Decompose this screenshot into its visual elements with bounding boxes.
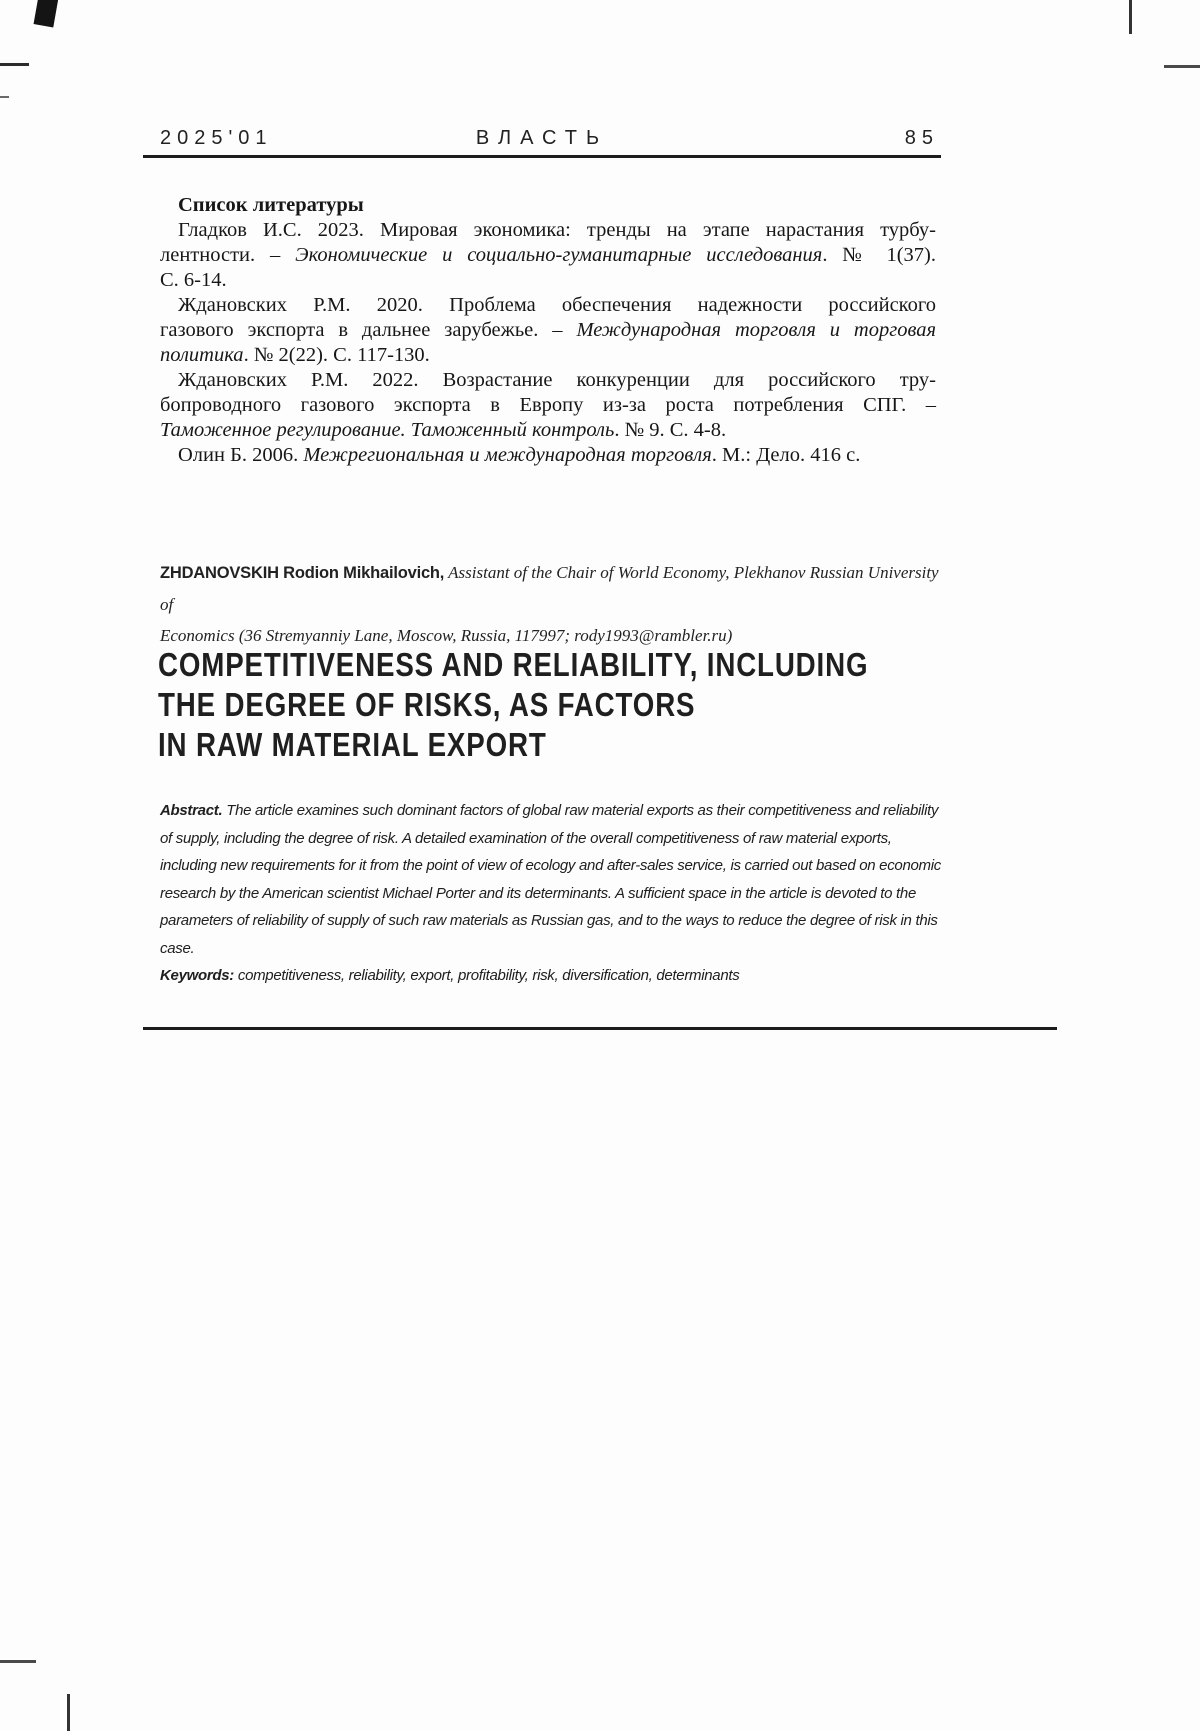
scan-artifact-top-right-line	[1129, 0, 1132, 34]
author-line	[160, 557, 952, 620]
scan-artifact-bottom-left-line	[67, 1694, 70, 1731]
references-heading: Список литературы	[178, 194, 364, 216]
reference-line	[160, 343, 936, 368]
reference-line	[160, 243, 936, 268]
reference-text: лентности. –	[160, 244, 296, 266]
header-page-number: 85	[904, 127, 939, 149]
reference-line	[160, 293, 936, 318]
abstract-label: Abstract.	[160, 802, 223, 819]
reference-text: . М.: Дело. 416 с.	[711, 444, 861, 466]
reference-text: . № 9. С. 4-8.	[614, 419, 727, 441]
reference-line	[160, 393, 936, 418]
reference-line	[160, 418, 936, 443]
header-issue: 2025'01	[160, 127, 273, 149]
reference-book-name: Межрегиональная и международная торговля	[303, 444, 712, 466]
author-info	[160, 557, 952, 651]
reference-journal-name: Международная торговля и торговая	[576, 319, 936, 341]
reference-line	[160, 218, 936, 243]
abstract-section	[160, 797, 942, 990]
header-journal-title: ВЛАСТЬ	[475, 127, 609, 149]
reference-journal-name: Таможенное регулирование. Таможенный контроль	[160, 419, 615, 441]
reference-text: бопроводного газового экспорта в Европу из-за роста потребления СПГ. –	[160, 394, 936, 416]
reference-text: Гладков И.С. 2023. Мировая экономика: тренды на этапе нарастания турбу-	[178, 219, 936, 241]
scan-artifact-top-right-dash	[1164, 65, 1200, 68]
reference-text: С. 6-14.	[160, 269, 227, 291]
keywords-line	[160, 962, 942, 990]
reference-text: . № 2(22). С. 117-130.	[243, 344, 430, 366]
keywords-text: competitiveness, reliability, export, profitability, risk, diversification, determinants	[237, 967, 740, 984]
author-affiliation: Assistant of the Chair of World Economy, Plekhanov Russian University of	[160, 563, 939, 614]
reference-text: Ждановских Р.М. 2020. Проблема обеспечения надежности российского	[178, 294, 936, 316]
scan-artifact-top-left-mark	[34, 0, 59, 28]
references-section	[160, 193, 936, 468]
keywords-label: Keywords:	[160, 967, 234, 984]
reference-line	[160, 443, 936, 468]
author-name: ZHDANOVSKIH Rodion Mikhailovich,	[160, 564, 445, 582]
scan-artifact-bottom-left-dash	[0, 1660, 36, 1663]
author-affiliation: Economics (36 Stremyanniy Lane, Moscow, Russia, 117997; rody1993@rambler.ru)	[160, 626, 733, 645]
header-rule	[143, 155, 941, 158]
article-title-line: IN RAW MATERIAL EXPORT	[158, 726, 547, 763]
reference-line	[160, 268, 936, 293]
reference-journal-name: Экономические и социально-гуманитарные исследования	[295, 244, 823, 266]
scan-artifact-left-dash	[0, 96, 9, 98]
scan-artifact-top-left-line	[0, 63, 29, 66]
section-divider-rule	[143, 1027, 1057, 1030]
article-title	[158, 645, 998, 765]
reference-line	[160, 368, 936, 393]
abstract-text: The article examines such dominant factors of global raw material exports as their competitiveness and reliability of supply, including the degree of risk. A detailed examination of the overall competitiveness of raw material exports, including new requirements for it from the point of view of ecology and after-sales service, is carried out based on economic research by the American scientist Michael Porter and its determinants. A sufficient space in the article is devoted to the parameters of reliability of supply of such raw materials as Russian gas, and to the ways to reduce the degree of risk in this case.	[160, 802, 941, 957]
reference-journal-name: политика	[160, 344, 244, 366]
reference-text: . № 1(37).	[822, 244, 937, 266]
article-title-line: COMPETITIVENESS AND RELIABILITY, INCLUDING	[158, 646, 869, 683]
reference-text: Ждановских Р.М. 2022. Возрастание конкуренции для российского тру-	[178, 369, 936, 391]
reference-text: газового экспорта в дальнее зарубежье. –	[160, 319, 577, 341]
reference-line	[160, 318, 936, 343]
article-title-line: THE DEGREE OF RISKS, AS FACTORS	[158, 686, 696, 723]
abstract-paragraph	[160, 797, 942, 962]
reference-text: Олин Б. 2006.	[178, 444, 304, 466]
